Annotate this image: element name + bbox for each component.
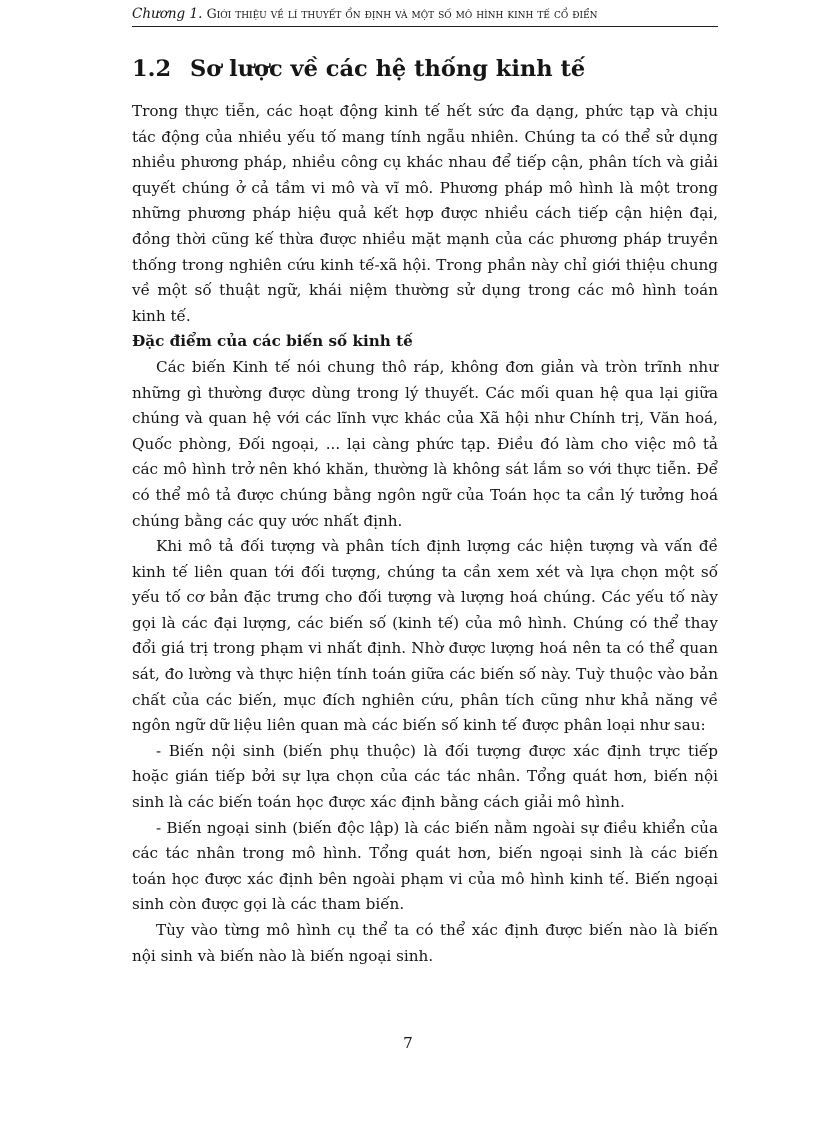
- page-number: 7: [403, 1034, 413, 1052]
- paragraph-endogenous: - Biến nội sinh (biến phụ thuộc) là đối tượng được xác định trực tiếp hoặc gián tiếp bởi sự lựa chọn của các tác nhân. Tổng quát hơn, biến nội sinh là các biến toán học được xác định bằng cách giải mô hình.: [132, 741, 718, 812]
- running-head-chapter: Chương 1.: [132, 6, 203, 22]
- body-text: [132, 99, 718, 969]
- paragraph-exogenous: - Biến ngoại sinh (biến độc lập) là các biến nằm ngoài sự điều khiển của các tác nhân trong mô hình. Tổng quát hơn, biến ngoại sinh là các biến toán học được xác định bên ngoài phạm vi của mô hình kinh tế. Biến ngoại sinh còn được gọi là các tham biến.: [132, 818, 718, 914]
- paragraph-conclusion: Tùy vào từng mô hình cụ thể ta có thể xác định được biến nào là biến nội sinh và biến nào là biến ngoại sinh.: [132, 921, 718, 965]
- running-head-title: Giới thiệu về lí thuyết ổn định và một số mô hình kinh tế cổ điển: [206, 6, 598, 21]
- section-number: 1.2: [132, 56, 172, 82]
- subheading: Đặc điểm của các biến số kinh tế: [132, 332, 413, 351]
- paragraph-2: Khi mô tả đối tượng và phân tích định lượng các hiện tượng và vấn đề kinh tế liên quan tới đối tượng, chúng ta cần xem xét và lựa chọn một số yếu tố cơ bản đặc trưng cho đối tượng và lượng hoá chúng. Các yếu tố này gọi là các đại lượng, các biến số (kinh tế) của mô hình. Chúng có thể thay đổi giá trị trong phạm vi nhất định. Nhờ được lượng hoá nên ta có thể quan sát, đo lường và thực hiện tính toán giữa các biến số này. Tuỳ thuộc vào bản chất của các biến, mục đích nghiên cứu, phân tích cũng như khả năng về ngôn ngữ dữ liệu liên quan mà các biến số kinh tế được phân loại như sau:: [132, 537, 718, 735]
- section-title-text: Sơ lược về các hệ thống kinh tế: [190, 56, 586, 82]
- section-title: [132, 54, 718, 84]
- intro-paragraph: Trong thực tiễn, các hoạt động kinh tế hết sức đa dạng, phức tạp và chịu tác động của nhiều yếu tố mang tính ngẫu nhiên. Chúng ta có thể sử dụng nhiều phương pháp, nhiều công cụ khác nhau để tiếp cận, phân tích và giải quyết chúng ở cả tầm vi mô và vĩ mô. Phương pháp mô hình là một trong những phương pháp hiệu quả kết hợp được nhiều cách tiếp cận hiện đại, đồng thời cũng kế thừa được nhiều mặt mạnh của các phương pháp truyền thống trong nghiên cứu kinh tế-xã hội. Trong phần này chỉ giới thiệu chung về một số thuật ngữ, khái niệm thường sử dụng trong các mô hình toán kinh tế.: [132, 102, 718, 325]
- paragraph-1: Các biến Kinh tế nói chung thô ráp, không đơn giản và tròn trĩnh như những gì thường được dùng trong lý thuyết. Các mối quan hệ qua lại giữa chúng và quan hệ với các lĩnh vực khác của Xã hội như Chính trị, Văn hoá, Quốc phòng, Đối ngoại, ... lại càng phức tạp. Điều đó làm cho việc mô tả các mô hình trở nên khó khăn, thường là không sát lắm so với thực tiễn. Để có thể mô tả được chúng bằng ngôn ngữ của Toán học ta cần lý tưởng hoá chúng bằng các quy ước nhất định.: [132, 357, 718, 530]
- running-head: [132, 4, 718, 27]
